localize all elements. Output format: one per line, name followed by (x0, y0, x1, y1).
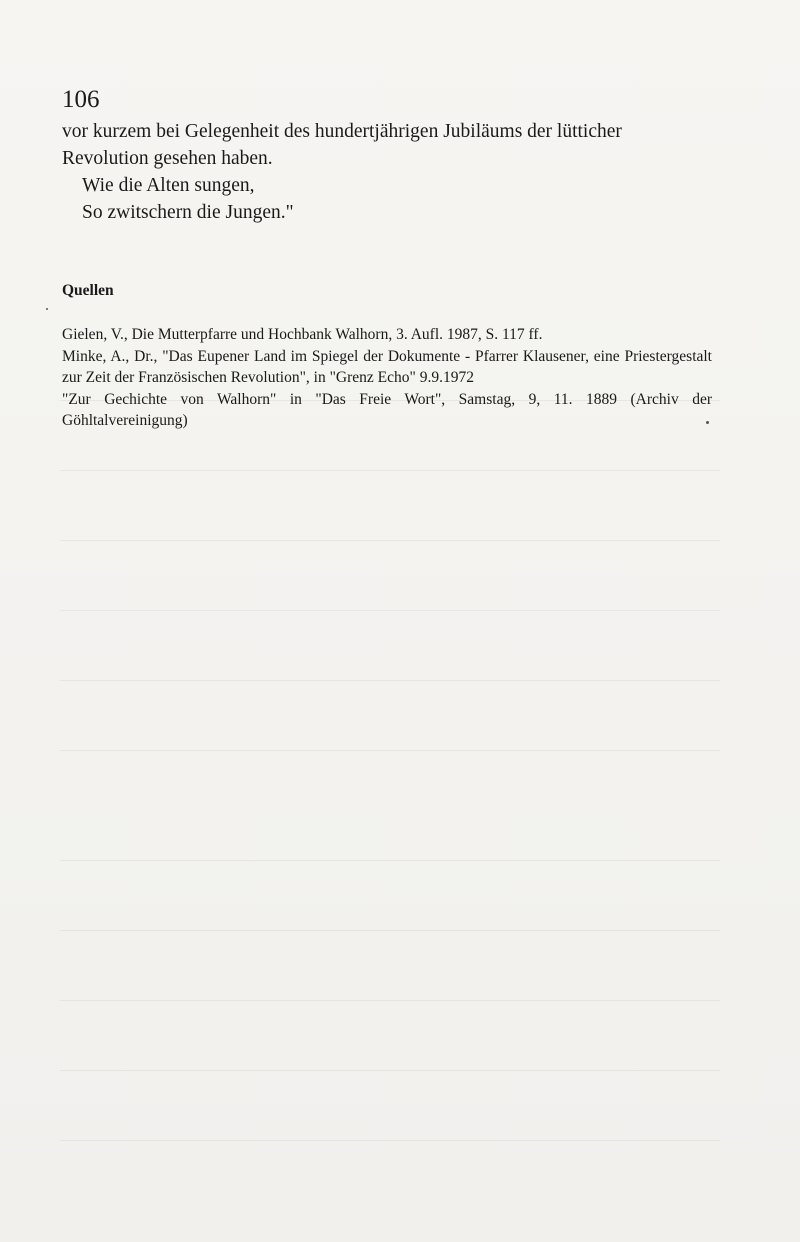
sources-list (62, 324, 712, 432)
source-entry: Gielen, V., Die Mutterpfarre und Hochbank Walhorn, 3. Aufl. 1987, S. 117 ff. (62, 326, 543, 343)
body-line: Revolution gesehen haben. (62, 148, 273, 169)
body-line: vor kurzem bei Gelegenheit des hundertjährigen Jubiläums der lütticher (62, 121, 622, 142)
bleed-through-line (60, 610, 720, 611)
bleed-through-line (60, 540, 720, 541)
bleed-through-line (60, 1070, 720, 1071)
ink-speck (706, 421, 709, 424)
page-number: 106 (62, 86, 100, 113)
bleed-through-line (60, 1000, 720, 1001)
verse-line: So zwitschern die Jungen." (82, 202, 294, 223)
source-entry: "Zur Gechichte von Walhorn" in "Das Freie Wort", Samstag, 9, 11. 1889 (Archiv der Göhltalvereinigung) (62, 390, 712, 429)
source-entry: Minke, A., Dr., "Das Eupener Land im Spiegel der Dokumente - Pfarrer Klausener, eine Priestergestalt zur Zeit der Französischen Revolution", in "Grenz Echo" 9.9.1972 (62, 347, 712, 386)
bleed-through-line (60, 930, 720, 931)
ink-speck (46, 308, 48, 310)
bleed-through-line (60, 860, 720, 861)
verse-line: Wie die Alten sungen, (82, 175, 255, 196)
bleed-through-line (60, 750, 720, 751)
body-text (62, 118, 722, 226)
bleed-through-line (60, 1140, 720, 1141)
bleed-through-line (60, 680, 720, 681)
bleed-through-line (60, 470, 720, 471)
sources-heading: Quellen (62, 282, 114, 299)
